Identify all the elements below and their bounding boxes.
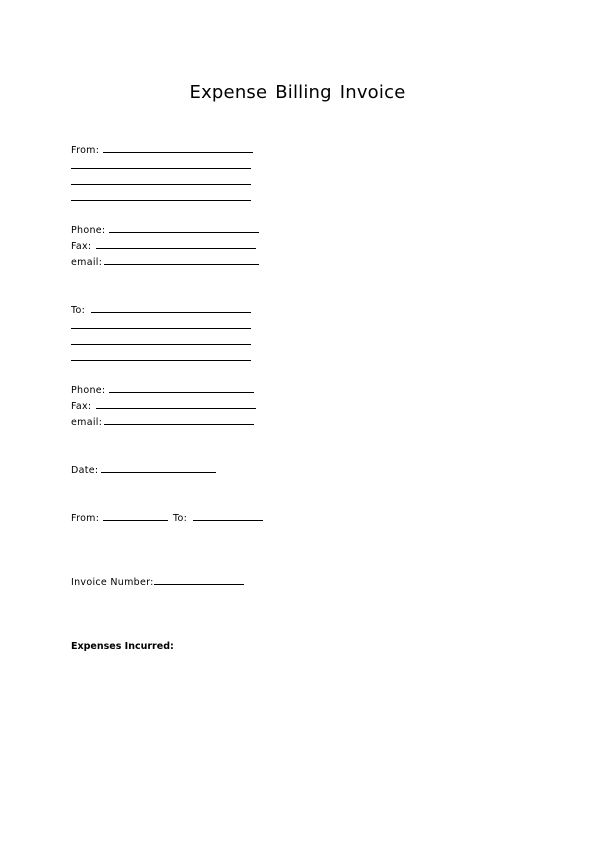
recipient-to-line-3[interactable] (71, 344, 251, 345)
recipient-to-line-4[interactable] (71, 360, 251, 361)
date-label: Date: (71, 465, 99, 476)
recipient-to-line-1[interactable] (91, 312, 251, 313)
sender-from-label: From: (71, 145, 100, 156)
expenses-heading: Expenses Incurred: (71, 641, 174, 652)
sender-from-line-4[interactable] (71, 200, 251, 201)
period-from-line[interactable] (103, 520, 168, 521)
sender-fax-line[interactable] (96, 248, 256, 249)
period-to-line[interactable] (193, 520, 263, 521)
recipient-fax-line[interactable] (96, 408, 256, 409)
sender-from-line-3[interactable] (71, 184, 251, 185)
period-from-label: From: (71, 513, 100, 524)
sender-email-label: email: (71, 257, 103, 268)
document-title: Expense Billing Invoice (189, 82, 406, 103)
recipient-to-line-2[interactable] (71, 328, 251, 329)
invoice-number-line[interactable] (154, 584, 244, 585)
sender-from-line-1[interactable] (103, 152, 253, 153)
sender-email-line[interactable] (104, 264, 259, 265)
sender-phone-label: Phone: (71, 225, 106, 236)
recipient-phone-line[interactable] (109, 392, 254, 393)
sender-from-line-2[interactable] (71, 168, 251, 169)
recipient-email-label: email: (71, 417, 103, 428)
recipient-fax-label: Fax: (71, 401, 92, 412)
sender-fax-label: Fax: (71, 241, 92, 252)
recipient-email-line[interactable] (104, 424, 254, 425)
date-line[interactable] (101, 472, 216, 473)
period-to-label: To: (173, 513, 188, 524)
recipient-to-label: To: (71, 305, 86, 316)
recipient-phone-label: Phone: (71, 385, 106, 396)
sender-phone-line[interactable] (109, 232, 259, 233)
invoice-number-label: Invoice Number: (71, 577, 154, 588)
